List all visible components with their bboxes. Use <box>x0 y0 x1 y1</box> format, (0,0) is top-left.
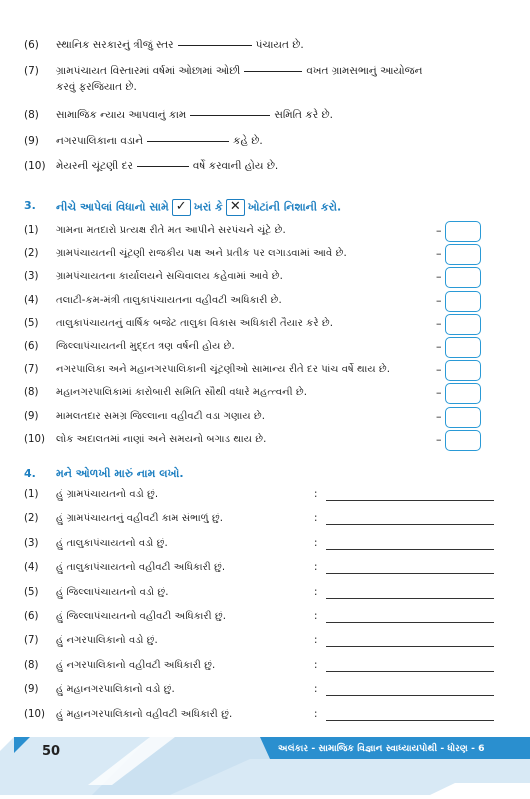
true-false-row <box>24 360 484 383</box>
identify-row <box>24 585 499 609</box>
identify-row <box>24 707 499 731</box>
question-number: (6) <box>24 39 39 51</box>
identify-row <box>24 511 499 535</box>
section-title-part: ખોટાંની નિશાની કરો. <box>247 200 342 214</box>
true-false-row <box>24 430 484 453</box>
answer-line[interactable] <box>326 622 494 623</box>
question-number: (5) <box>24 586 39 598</box>
question-text: સ્થાનિક સરકારનું ત્રીજું સ્તર <box>56 39 174 51</box>
clue-text: હું જિલ્લાપંચાયતનો વહીવટી અધિકારી છું. <box>56 611 226 622</box>
question-number: (8) <box>24 659 39 671</box>
answer-blank[interactable] <box>178 44 252 46</box>
dash-separator: – <box>436 270 442 284</box>
answer-line[interactable] <box>326 598 494 599</box>
colon-separator: : <box>314 611 318 622</box>
identify-row <box>24 658 499 682</box>
section-title-part: નીચે આપેલાં વિધાનો સામે <box>56 200 169 214</box>
question-number: (2) <box>24 513 39 525</box>
clue-text: હું ગ્રામપંચાયતનો વડો છું. <box>56 489 159 500</box>
question-number: (6) <box>24 341 39 352</box>
question-number: (9) <box>24 684 39 696</box>
answer-line[interactable] <box>326 720 494 721</box>
answer-line[interactable] <box>326 549 494 550</box>
answer-blank[interactable] <box>147 140 229 142</box>
colon-separator: : <box>314 513 318 525</box>
answer-box[interactable] <box>445 383 481 404</box>
section-number: 3. <box>24 199 36 212</box>
dash-separator: – <box>436 293 442 307</box>
identify-row <box>24 487 499 511</box>
colon-separator: : <box>314 586 318 598</box>
answer-blank[interactable] <box>244 70 302 72</box>
question-number: (10) <box>24 708 45 720</box>
question-number: (1) <box>24 489 39 500</box>
statement-text: જિલ્લાપંચાયતની મુદ્દત ત્રણ વર્ષની હોય છે. <box>56 341 235 352</box>
answer-box[interactable] <box>445 430 481 451</box>
question-number: (10) <box>24 160 46 172</box>
question-text: કરવું ફરજિયાત છે. <box>56 81 137 93</box>
statement-text: ગ્રામપંચાયતના કાર્યાલયને સચિવાલય કહેવામાં આવે છે. <box>56 271 283 283</box>
question-number: (10) <box>24 433 45 445</box>
true-false-row <box>24 267 484 290</box>
true-false-row <box>24 291 484 314</box>
question-text: ગ્રામપંચાયત વિસ્તારમાં વર્ષમાં ઓછામાં ઓછી <box>56 65 241 77</box>
colon-separator: : <box>314 537 318 549</box>
answer-line[interactable] <box>326 573 494 574</box>
answer-box[interactable] <box>445 244 481 265</box>
question-number: (8) <box>24 109 39 121</box>
question-number: (7) <box>24 364 39 376</box>
cross-icon: ✕ <box>226 199 245 216</box>
question-number: (7) <box>24 65 39 77</box>
colon-separator: : <box>314 684 318 696</box>
identify-row <box>24 560 499 584</box>
dash-separator: – <box>436 432 442 446</box>
question-text: સમિતિ કરે છે. <box>274 109 333 121</box>
question-text: વખત ગ્રામસભાનું આયોજન <box>306 65 423 77</box>
answer-box[interactable] <box>445 267 481 288</box>
page-number: 50 <box>42 744 61 759</box>
answer-blank[interactable] <box>190 114 270 116</box>
page-footer <box>0 733 530 795</box>
true-false-row <box>24 244 484 267</box>
clue-text: હું તાલુકાપંચાયતનો વડો છું. <box>56 537 168 549</box>
clue-text: હું તાલુકાપંચાયતનો વહીવટી અધિકારી છું. <box>56 562 226 574</box>
question-text: સામાજિક ન્યાય આપવાનું કામ <box>56 109 187 121</box>
dash-separator: – <box>436 224 442 237</box>
question-number: (4) <box>24 562 39 574</box>
question-number: (4) <box>24 294 39 306</box>
colon-separator: : <box>314 489 318 500</box>
identify-row <box>24 633 499 657</box>
question-text: વર્ષે કરવાની હોય છે. <box>192 160 279 172</box>
true-false-row <box>24 314 484 337</box>
section-title-part: ખરાં કે <box>193 200 223 214</box>
question-text: કહે છે. <box>233 135 263 147</box>
answer-box[interactable] <box>445 291 481 312</box>
statement-text: તલાટી-કમ-મંત્રી તાલુકાપંચાયતના વહીવટી અધિકારી છે. <box>56 294 282 306</box>
clue-text: હું નગરપાલિકાનો વહીવટી અધિકારી છું. <box>56 659 216 671</box>
question-number: (2) <box>24 248 39 260</box>
answer-box[interactable] <box>445 337 481 358</box>
answer-line[interactable] <box>326 500 494 501</box>
answer-box[interactable] <box>445 314 481 335</box>
dash-separator: – <box>436 340 442 353</box>
identify-row <box>24 609 499 633</box>
clue-text: હું મહાનગરપાલિકાનો વહીવટી અધિકારી છું. <box>56 708 233 720</box>
true-false-row <box>24 221 484 244</box>
colon-separator: : <box>314 708 318 720</box>
true-false-row <box>24 407 484 430</box>
question-number: (1) <box>24 225 39 236</box>
dash-separator: – <box>436 363 442 377</box>
clue-text: હું નગરપાલિકાનો વડો છું. <box>56 635 158 647</box>
dash-separator: – <box>436 409 442 423</box>
question-text: પંચાયત છે. <box>255 39 304 51</box>
question-text: મેયરની ચૂંટણી દર <box>56 160 133 172</box>
dash-separator: – <box>436 247 442 261</box>
statement-text: નગરપાલિકા અને મહાનગરપાલિકાની ચૂંટણીઓ સામાન્ય રીતે દર પાંચ વર્ષે થાય છે. <box>56 364 391 376</box>
question-number: (6) <box>24 611 39 622</box>
colon-separator: : <box>314 635 318 647</box>
answer-line[interactable] <box>326 695 494 696</box>
true-false-row <box>24 337 484 360</box>
question-number: (5) <box>24 317 39 329</box>
dash-separator: – <box>436 316 442 330</box>
question-number: (9) <box>24 410 39 422</box>
statement-text: મહાનગરપાલિકામાં કારોબારી સમિતિ સૌથી વધારે મહત્ત્વની છે. <box>56 387 308 399</box>
answer-box[interactable] <box>445 221 481 242</box>
answer-blank[interactable] <box>137 165 189 167</box>
section-number: 4. <box>24 467 36 480</box>
answer-line[interactable] <box>326 646 494 647</box>
question-number: (9) <box>24 135 39 147</box>
clue-text: હું જિલ્લાપંચાયતનો વડો છું. <box>56 586 169 598</box>
statement-text: મામલતદાર સમગ્ર જિલ્લાના વહીવટી વડા ગણાય છે. <box>56 410 266 422</box>
book-title: અલંકાર - સામાજિક વિજ્ઞાન સ્વાધ્યાયપોથી - ધોરણ - 6 <box>278 743 485 754</box>
question-number: (3) <box>24 537 39 549</box>
tick-icon: ✓ <box>172 199 191 216</box>
question-number: (3) <box>24 271 39 283</box>
question-number: (7) <box>24 635 39 647</box>
answer-box[interactable] <box>445 360 481 381</box>
answer-line[interactable] <box>326 671 494 672</box>
identify-row <box>24 682 499 706</box>
clue-text: હું મહાનગરપાલિકાનો વડો છું. <box>56 684 175 696</box>
true-false-row <box>24 383 484 406</box>
dash-separator: – <box>436 386 442 400</box>
statement-text: ગામના મતદારો પ્રત્યક્ષ રીતે મત આપીને સરપંચને ચૂંટે છે. <box>56 225 286 236</box>
statement-text: તાલુકાપંચાયતનું વાર્ષિક બજેટ તાલુકા વિકાસ અધિકારી તૈયાર કરે છે. <box>56 317 333 329</box>
clue-text: હું ગ્રામપંચાયતનું વહીવટી કામ સંભાળું છું. <box>56 513 224 525</box>
question-text: નગરપાલિકાના વડાને <box>56 135 144 147</box>
statement-text: ગ્રામપંચાયતની ચૂંટણી રાજકીય પક્ષ અને પ્રતીક પર લગાડવામાં આવે છે. <box>56 248 347 260</box>
section-title: મને ઓળખી મારું નામ લખો. <box>56 467 184 480</box>
colon-separator: : <box>314 562 318 574</box>
statement-text: લોક અદાલતમાં નાણાં અને સમયનો બગાડ થાય છે. <box>56 433 267 445</box>
colon-separator: : <box>314 659 318 671</box>
answer-line[interactable] <box>326 524 494 525</box>
answer-box[interactable] <box>445 407 481 428</box>
question-number: (8) <box>24 387 39 399</box>
identify-row <box>24 536 499 560</box>
